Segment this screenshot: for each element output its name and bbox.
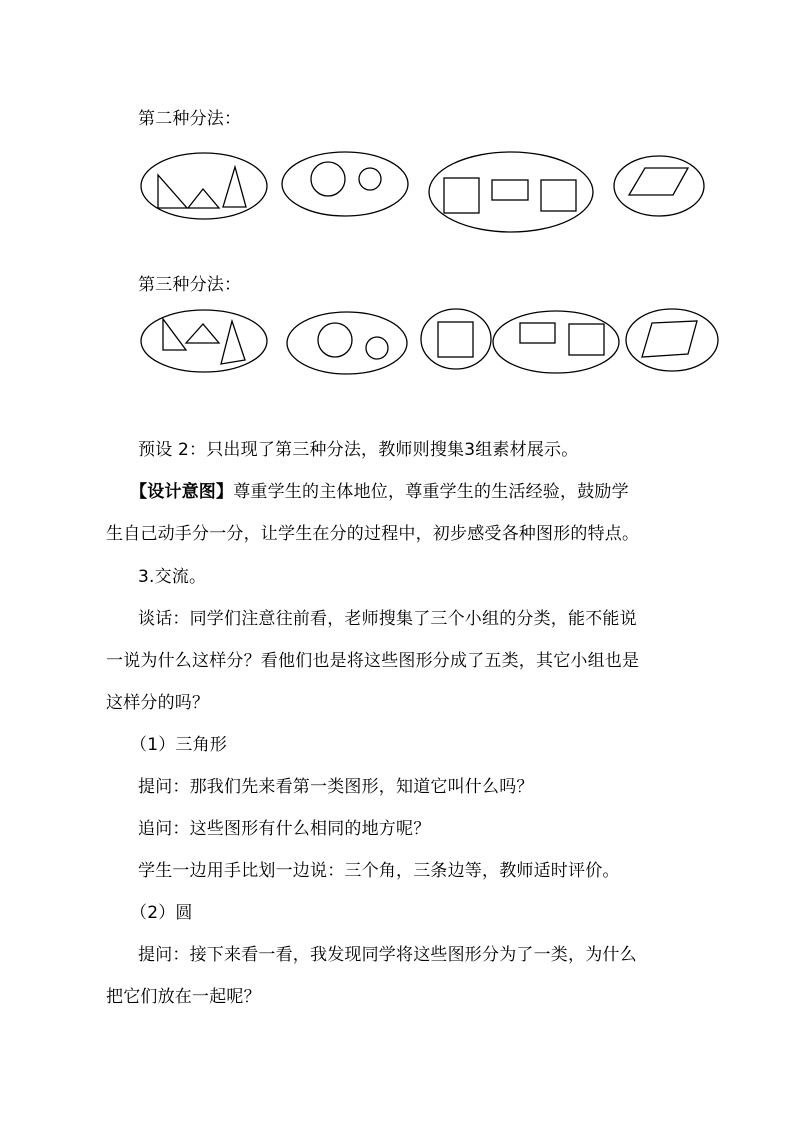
large-circle-shape xyxy=(318,323,352,357)
small-circle-shape xyxy=(366,337,388,359)
question-3-line-1: 提问：接下来看一看，我发现同学将这些图形分为了一类，为什么 xyxy=(138,945,637,965)
square-shape-2 xyxy=(541,180,576,211)
parallelogram-shape xyxy=(642,321,697,357)
square-shape xyxy=(444,178,479,213)
isosceles-triangle-shape xyxy=(186,324,219,343)
parallelogram-group-ellipse xyxy=(614,156,704,216)
preset-2-paragraph: 预设 2：只出现了第三种分法，教师则搜集3组素材展示。 xyxy=(138,440,579,460)
parallelogram-shape xyxy=(629,168,688,195)
question-1: 提问：那我们先来看第一类图形，知道它叫什么吗？ xyxy=(138,777,534,797)
triangle-group-ellipse xyxy=(141,310,267,372)
rectangle-group-ellipse xyxy=(493,311,619,373)
method3-diagram-svg xyxy=(0,306,794,381)
subsection-triangle: （1）三角形 xyxy=(130,735,228,755)
subsection-circle: （2）圆 xyxy=(130,903,193,923)
question-3-line-2: 把它们放在一起呢？ xyxy=(106,987,261,1007)
right-triangle-shape xyxy=(163,319,186,350)
method2-diagram-svg xyxy=(0,150,794,245)
circle-group-ellipse xyxy=(282,152,408,216)
design-intent-line-1 xyxy=(130,482,629,502)
rectangle-shape xyxy=(520,323,555,343)
method3-diagram xyxy=(0,306,794,381)
method2-diagram xyxy=(0,150,794,245)
tall-triangle-shape xyxy=(223,167,246,207)
isosceles-triangle-shape xyxy=(188,189,219,208)
triangle-group-ellipse xyxy=(141,153,267,219)
students-response: 学生一边用手比划一边说：三个角，三条边等，教师适时评价。 xyxy=(138,861,620,881)
design-intent-label: 【设计意图】 xyxy=(130,482,234,502)
method3-heading: 第三种分法： xyxy=(138,275,242,295)
square-shape-2 xyxy=(569,324,604,355)
large-circle-shape xyxy=(311,162,345,196)
quadrilateral-group-ellipse xyxy=(429,152,593,232)
square-group-ellipse xyxy=(421,309,491,369)
right-triangle-shape xyxy=(158,175,187,208)
step-3-heading: 3.交流。 xyxy=(138,567,207,587)
talk-line-3: 这样分的吗？ xyxy=(106,693,210,713)
question-2: 追问：这些图形有什么相同的地方呢？ xyxy=(138,819,431,839)
method2-heading: 第二种分法： xyxy=(138,109,242,129)
design-intent-line-2: 生自己动手分一分，让学生在分的过程中，初步感受各种图形的特点。 xyxy=(106,524,640,544)
rectangle-shape xyxy=(492,180,528,200)
circle-group-ellipse xyxy=(287,312,407,374)
talk-line-2: 一说为什么这样分？看他们也是将这些图形分成了五类，其它小组也是 xyxy=(106,651,640,671)
square-shape xyxy=(438,322,473,357)
design-intent-text: 尊重学生的主体地位，尊重学生的生活经验，鼓励学 xyxy=(233,482,629,502)
talk-line-1: 谈话：同学们注意往前看，老师搜集了三个小组的分类，能不能说 xyxy=(138,609,637,629)
small-circle-shape xyxy=(359,168,381,190)
parallelogram-group-ellipse xyxy=(626,309,718,371)
tall-triangle-shape xyxy=(221,321,245,364)
